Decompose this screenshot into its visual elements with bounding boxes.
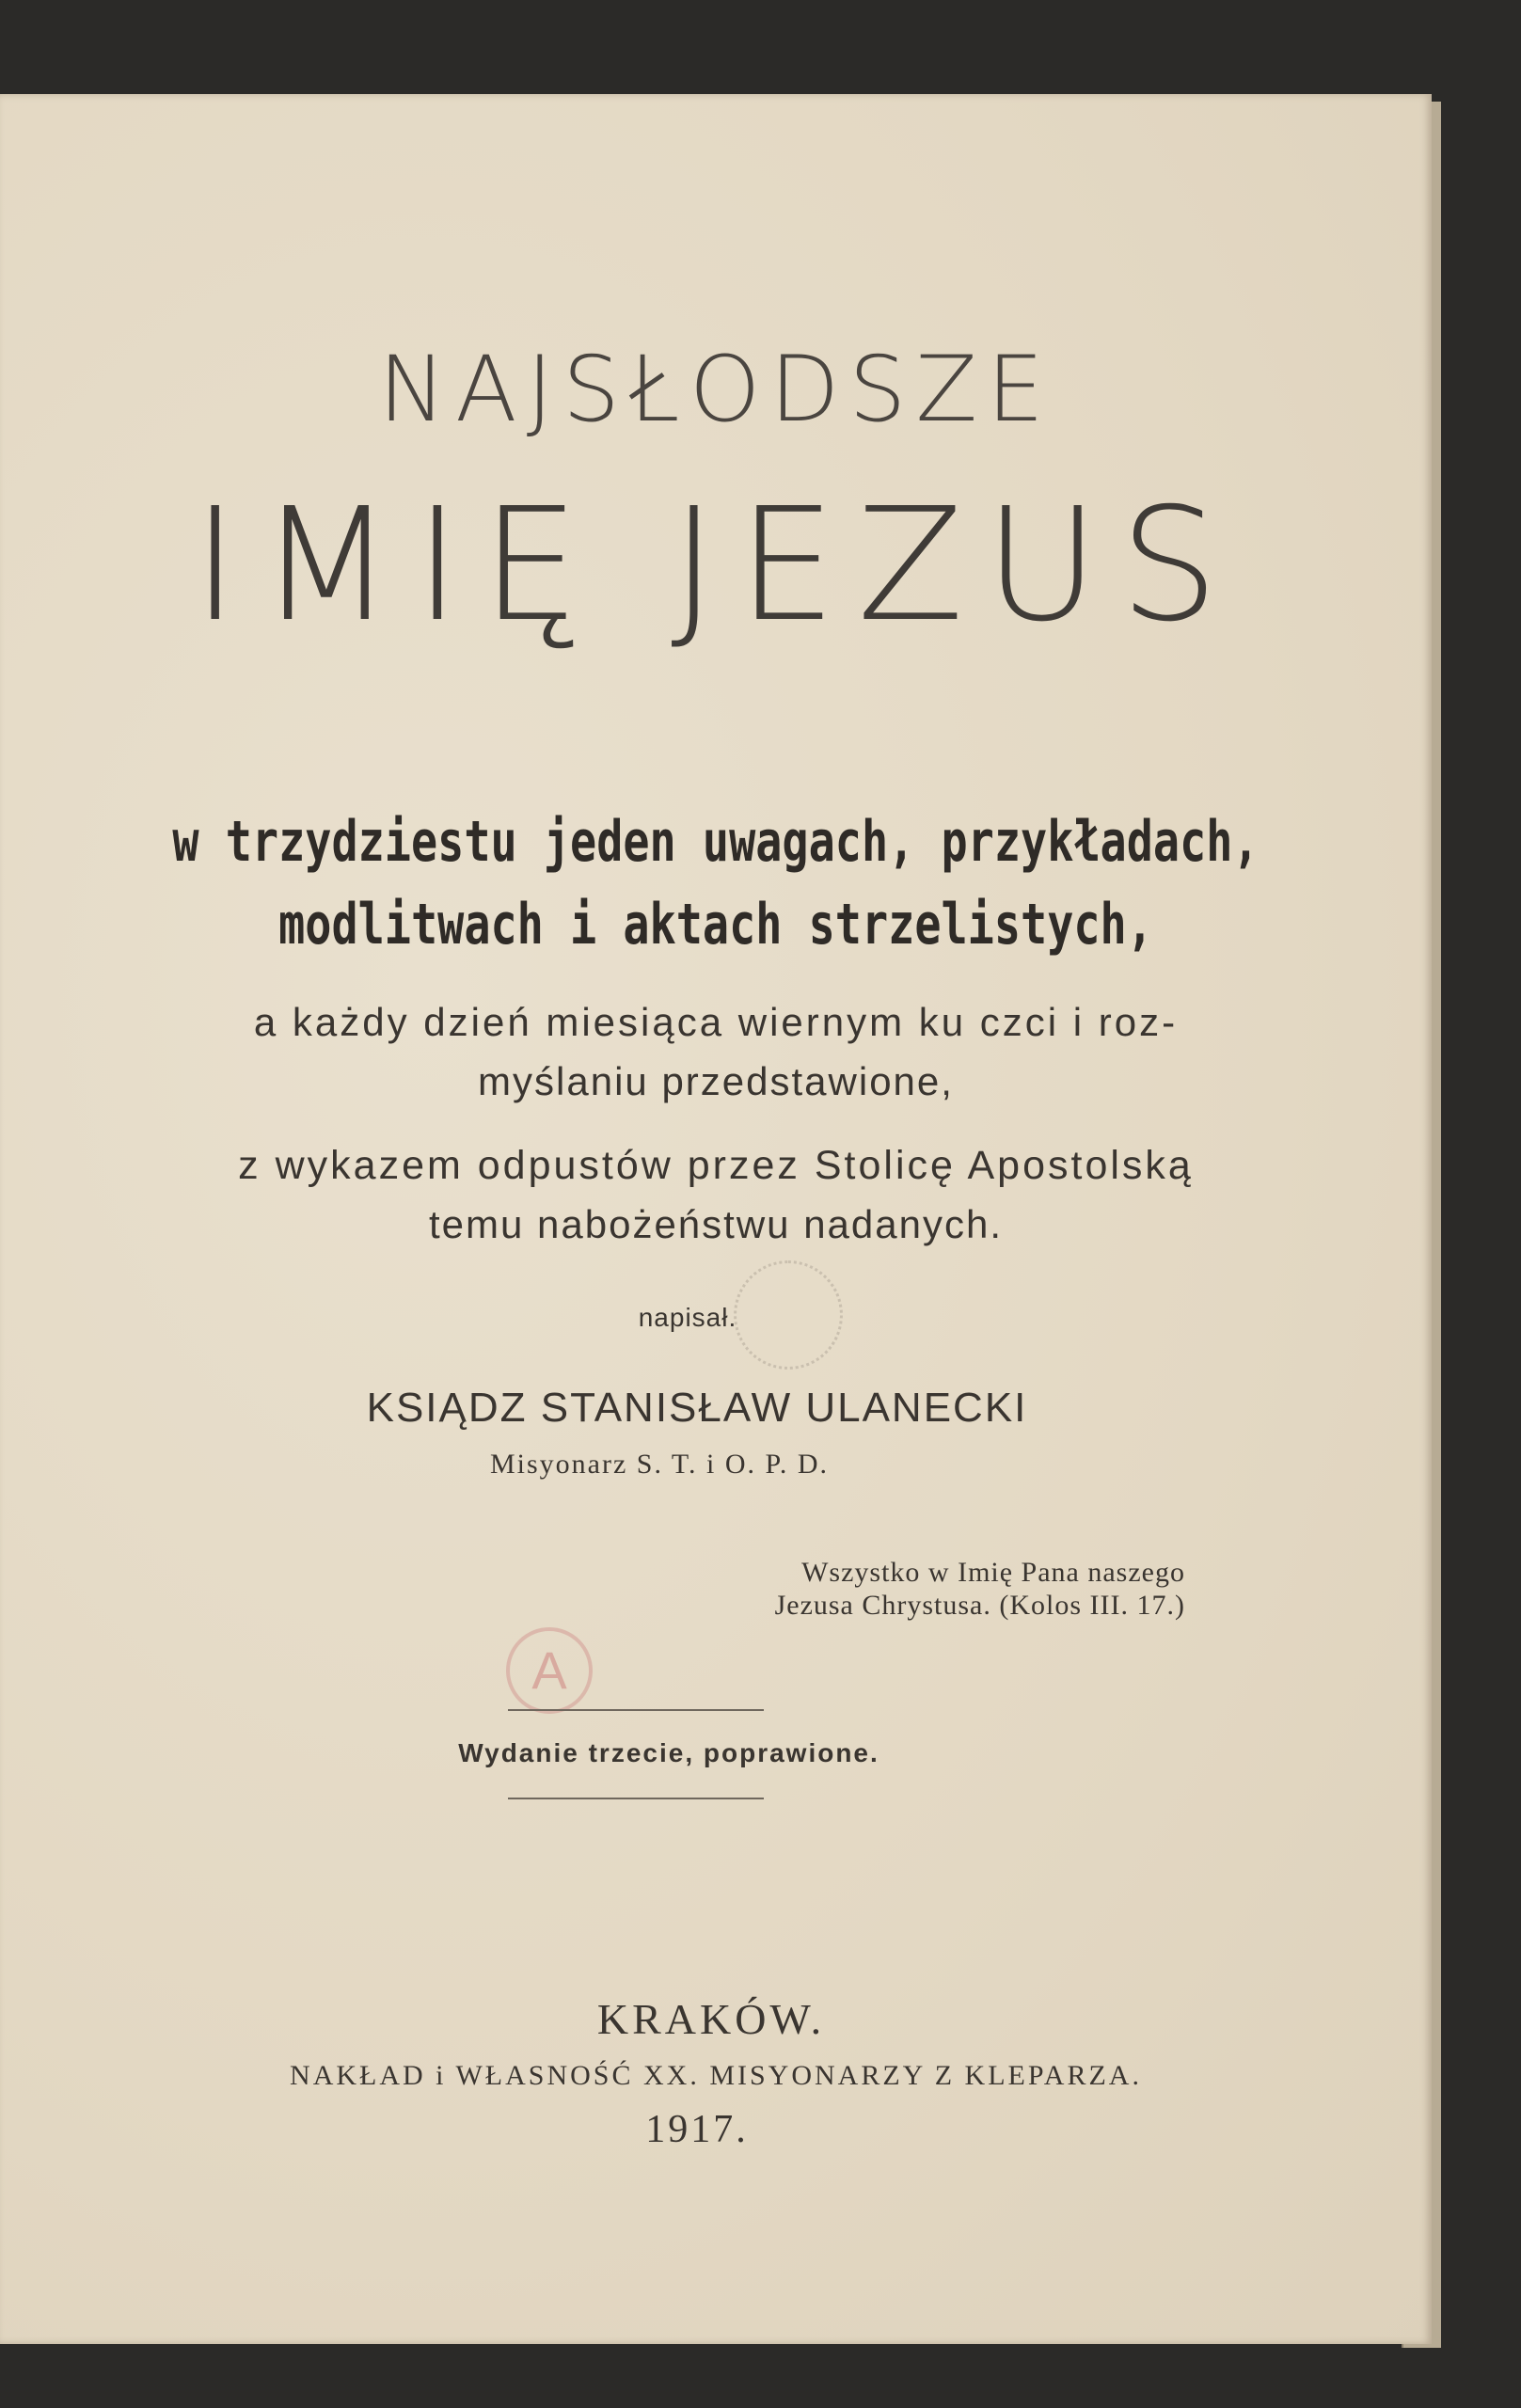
publication-year: 1917. xyxy=(645,2108,749,2151)
author-role: Misyonarz S. T. i O. P. D. xyxy=(489,1449,830,1480)
publication-city: KRAKÓW. xyxy=(596,1995,826,2043)
author-name: KSIĄDZ STANISŁAW ULANECKI xyxy=(366,1385,1028,1431)
library-stamp: A xyxy=(506,1627,593,1714)
description-line-1: a każdy dzień miesiąca wiernym ku czci i roz- xyxy=(253,1000,1179,1044)
subtitle-line-2: modlitwach i aktach strzelistych, xyxy=(278,892,1153,958)
description-line-3: z wykazem odpustów przez Stolicę Apostolską xyxy=(238,1143,1194,1188)
byline: napisał. xyxy=(638,1303,737,1332)
title-page xyxy=(0,94,1432,2344)
motto-line-1: Wszystko w Imię Pana naszego xyxy=(801,1557,1185,1588)
faded-stamp-mark xyxy=(734,1260,843,1370)
title-line-2: IMIĘ JEZUS xyxy=(192,475,1240,657)
publisher: NAKŁAD i WŁASNOŚĆ XX. MISYONARZY Z KLEPARZA. xyxy=(290,2060,1142,2091)
divider-bottom xyxy=(508,1798,764,1799)
divider-top xyxy=(508,1709,764,1711)
motto-line-2: Jezusa Chrystusa. (Kolos III. 17.) xyxy=(774,1590,1185,1621)
description-line-4: temu nabożeństwu nadanych. xyxy=(428,1202,1004,1246)
edition-note: Wydanie trzecie, poprawione. xyxy=(458,1738,879,1767)
subtitle-line-1: w trzydziestu jeden uwagach, przykładach, xyxy=(172,809,1260,875)
description-line-2: myślaniu przedstawione, xyxy=(478,1059,954,1103)
title-line-1: NAJSŁODSZE xyxy=(378,337,1054,442)
